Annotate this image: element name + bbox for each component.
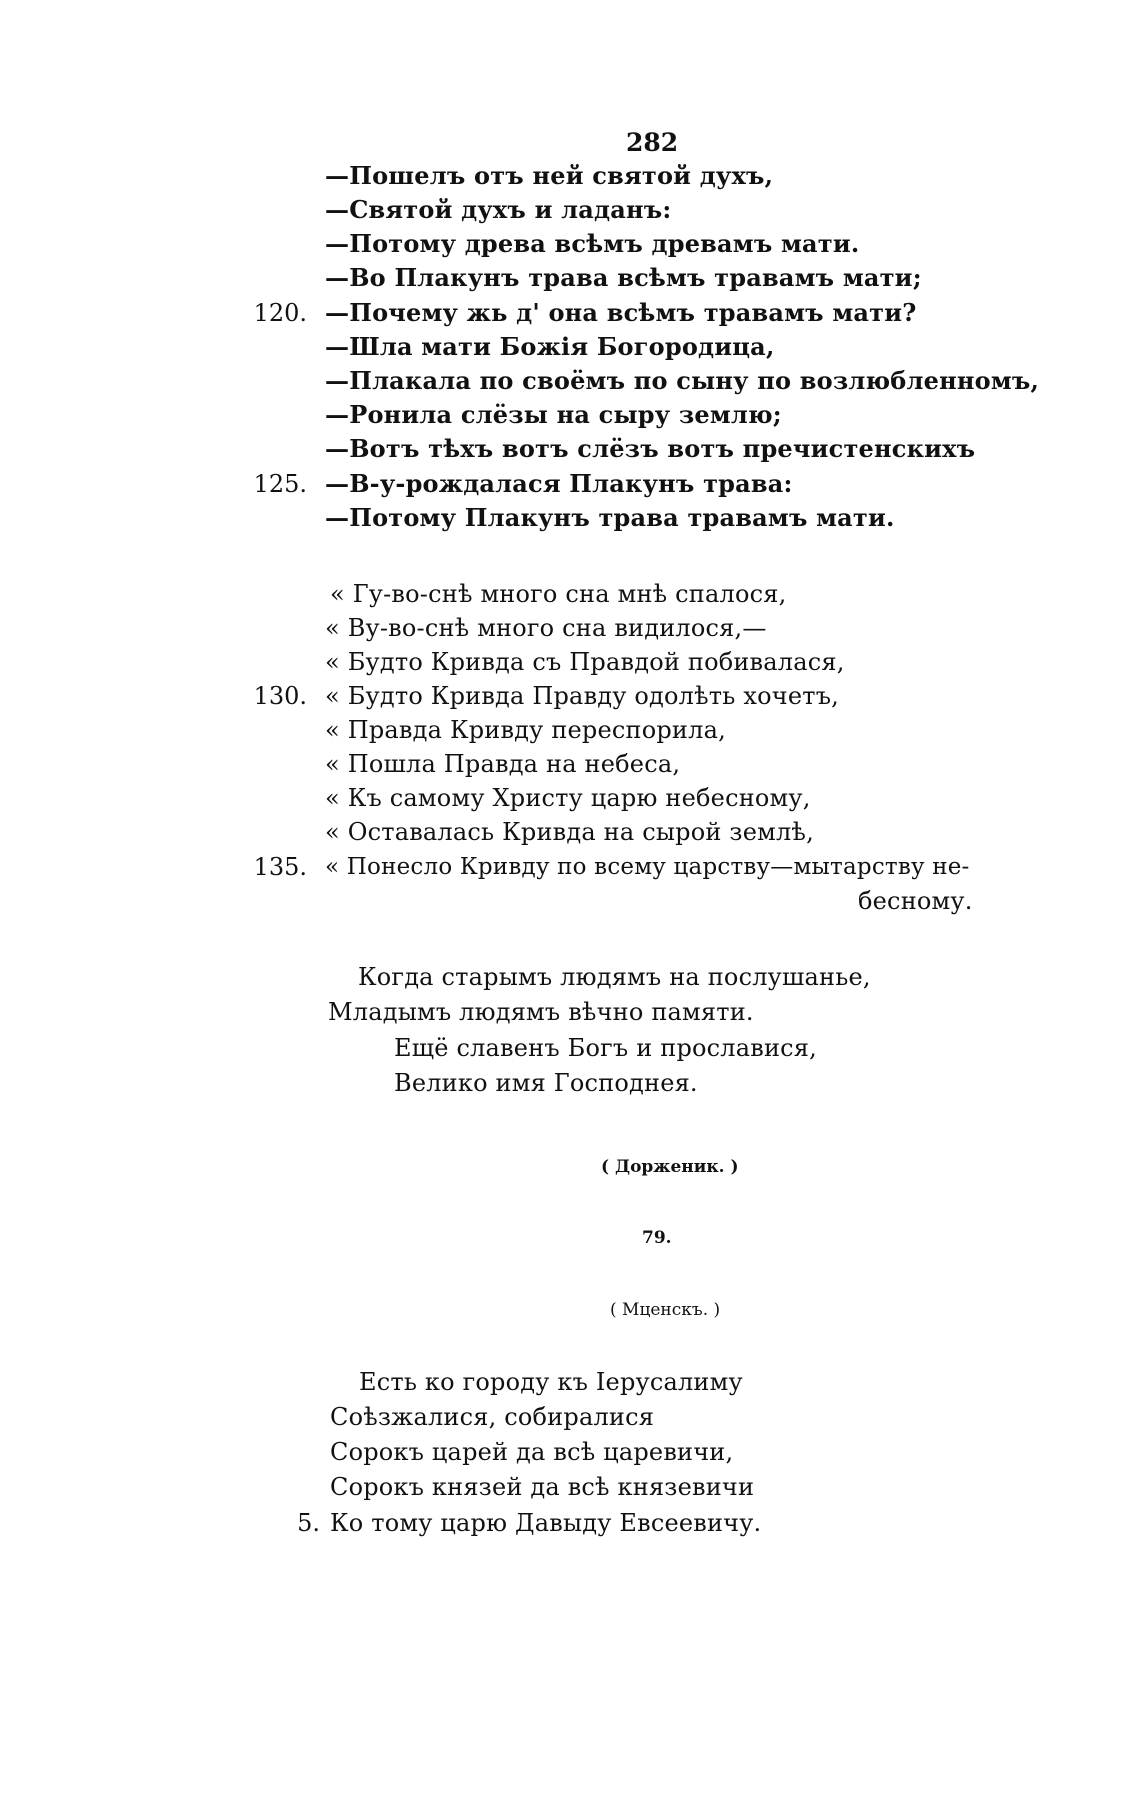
verse-line: —Почему жь д' она всѣмъ травамъ мати? <box>325 298 917 327</box>
line-number: 135. <box>253 853 307 881</box>
verse-line: —Шла мати Божія Богородица, <box>325 332 775 361</box>
verse-line: « Будто Кривда Правду одолѣть хочетъ, <box>325 682 840 710</box>
verse-line: —Плакала по своёмъ по сыну по возлюбленномъ, <box>325 366 1040 395</box>
verse-line: —Ронила слёзы на сыру землю; <box>325 400 782 429</box>
source-caption: ( Дорженик. ) <box>601 1157 739 1177</box>
song-number: 79. <box>642 1228 672 1248</box>
verse-line: « Правда Кривду переспорила, <box>325 716 726 744</box>
page-number: 282 <box>626 128 679 157</box>
verse-line: « Къ самому Христу царю небесному, <box>325 784 811 812</box>
verse-line: Когда старымъ людямъ на послушанье, <box>358 963 871 991</box>
line-number: 120. <box>253 299 307 327</box>
verse-line: Сорокъ князей да всѣ князевичи <box>330 1473 755 1501</box>
line-number: 130. <box>253 682 307 710</box>
verse-line: « Гу-во-снѣ много сна мнѣ спалося, <box>330 580 787 608</box>
verse-line: —В-у-рождалася Плакунъ трава: <box>325 469 793 498</box>
verse-line: Соѣзжалися, собиралися <box>330 1403 655 1431</box>
line-number: 5. <box>297 1509 320 1537</box>
verse-line: —Потому Плакунъ трава травамъ мати. <box>325 503 895 532</box>
verse-line: « Будто Кривда съ Правдой побивалася, <box>325 648 845 676</box>
verse-line: « Ву-во-снѣ много сна видилося,— <box>325 614 767 642</box>
verse-line: Сорокъ царей да всѣ царевичи, <box>330 1438 734 1466</box>
place-caption: ( Мценскъ. ) <box>610 1300 721 1320</box>
verse-line: Есть ко городу къ Іерусалиму <box>359 1368 743 1396</box>
verse-line: —Вотъ тѣхъ вотъ слёзъ вотъ пречистенскихъ <box>325 434 976 463</box>
verse-line-continuation: бесному. <box>858 887 973 915</box>
verse-line: « Оставалась Кривда на сырой землѣ, <box>325 818 814 846</box>
verse-line: « Понесло Кривду по всему царству—мытарству не- <box>325 854 970 880</box>
verse-line: Ещё славенъ Богъ и прославися, <box>394 1034 817 1062</box>
line-number: 125. <box>253 470 307 498</box>
verse-line: —Потому древа всѣмъ древамъ мати. <box>325 229 860 258</box>
verse-line: —Святой духъ и ладанъ: <box>325 195 672 224</box>
verse-line: Младымъ людямъ вѣчно памяти. <box>328 998 754 1026</box>
verse-line: —Пошелъ отъ ней святой духъ, <box>325 161 774 190</box>
verse-line: —Во Плакунъ трава всѣмъ травамъ мати; <box>325 263 922 292</box>
verse-line: Ко тому царю Давыду Евсеевичу. <box>330 1509 762 1537</box>
verse-line: Велико имя Господнея. <box>394 1069 698 1097</box>
verse-line: « Пошла Правда на небеса, <box>325 750 681 778</box>
